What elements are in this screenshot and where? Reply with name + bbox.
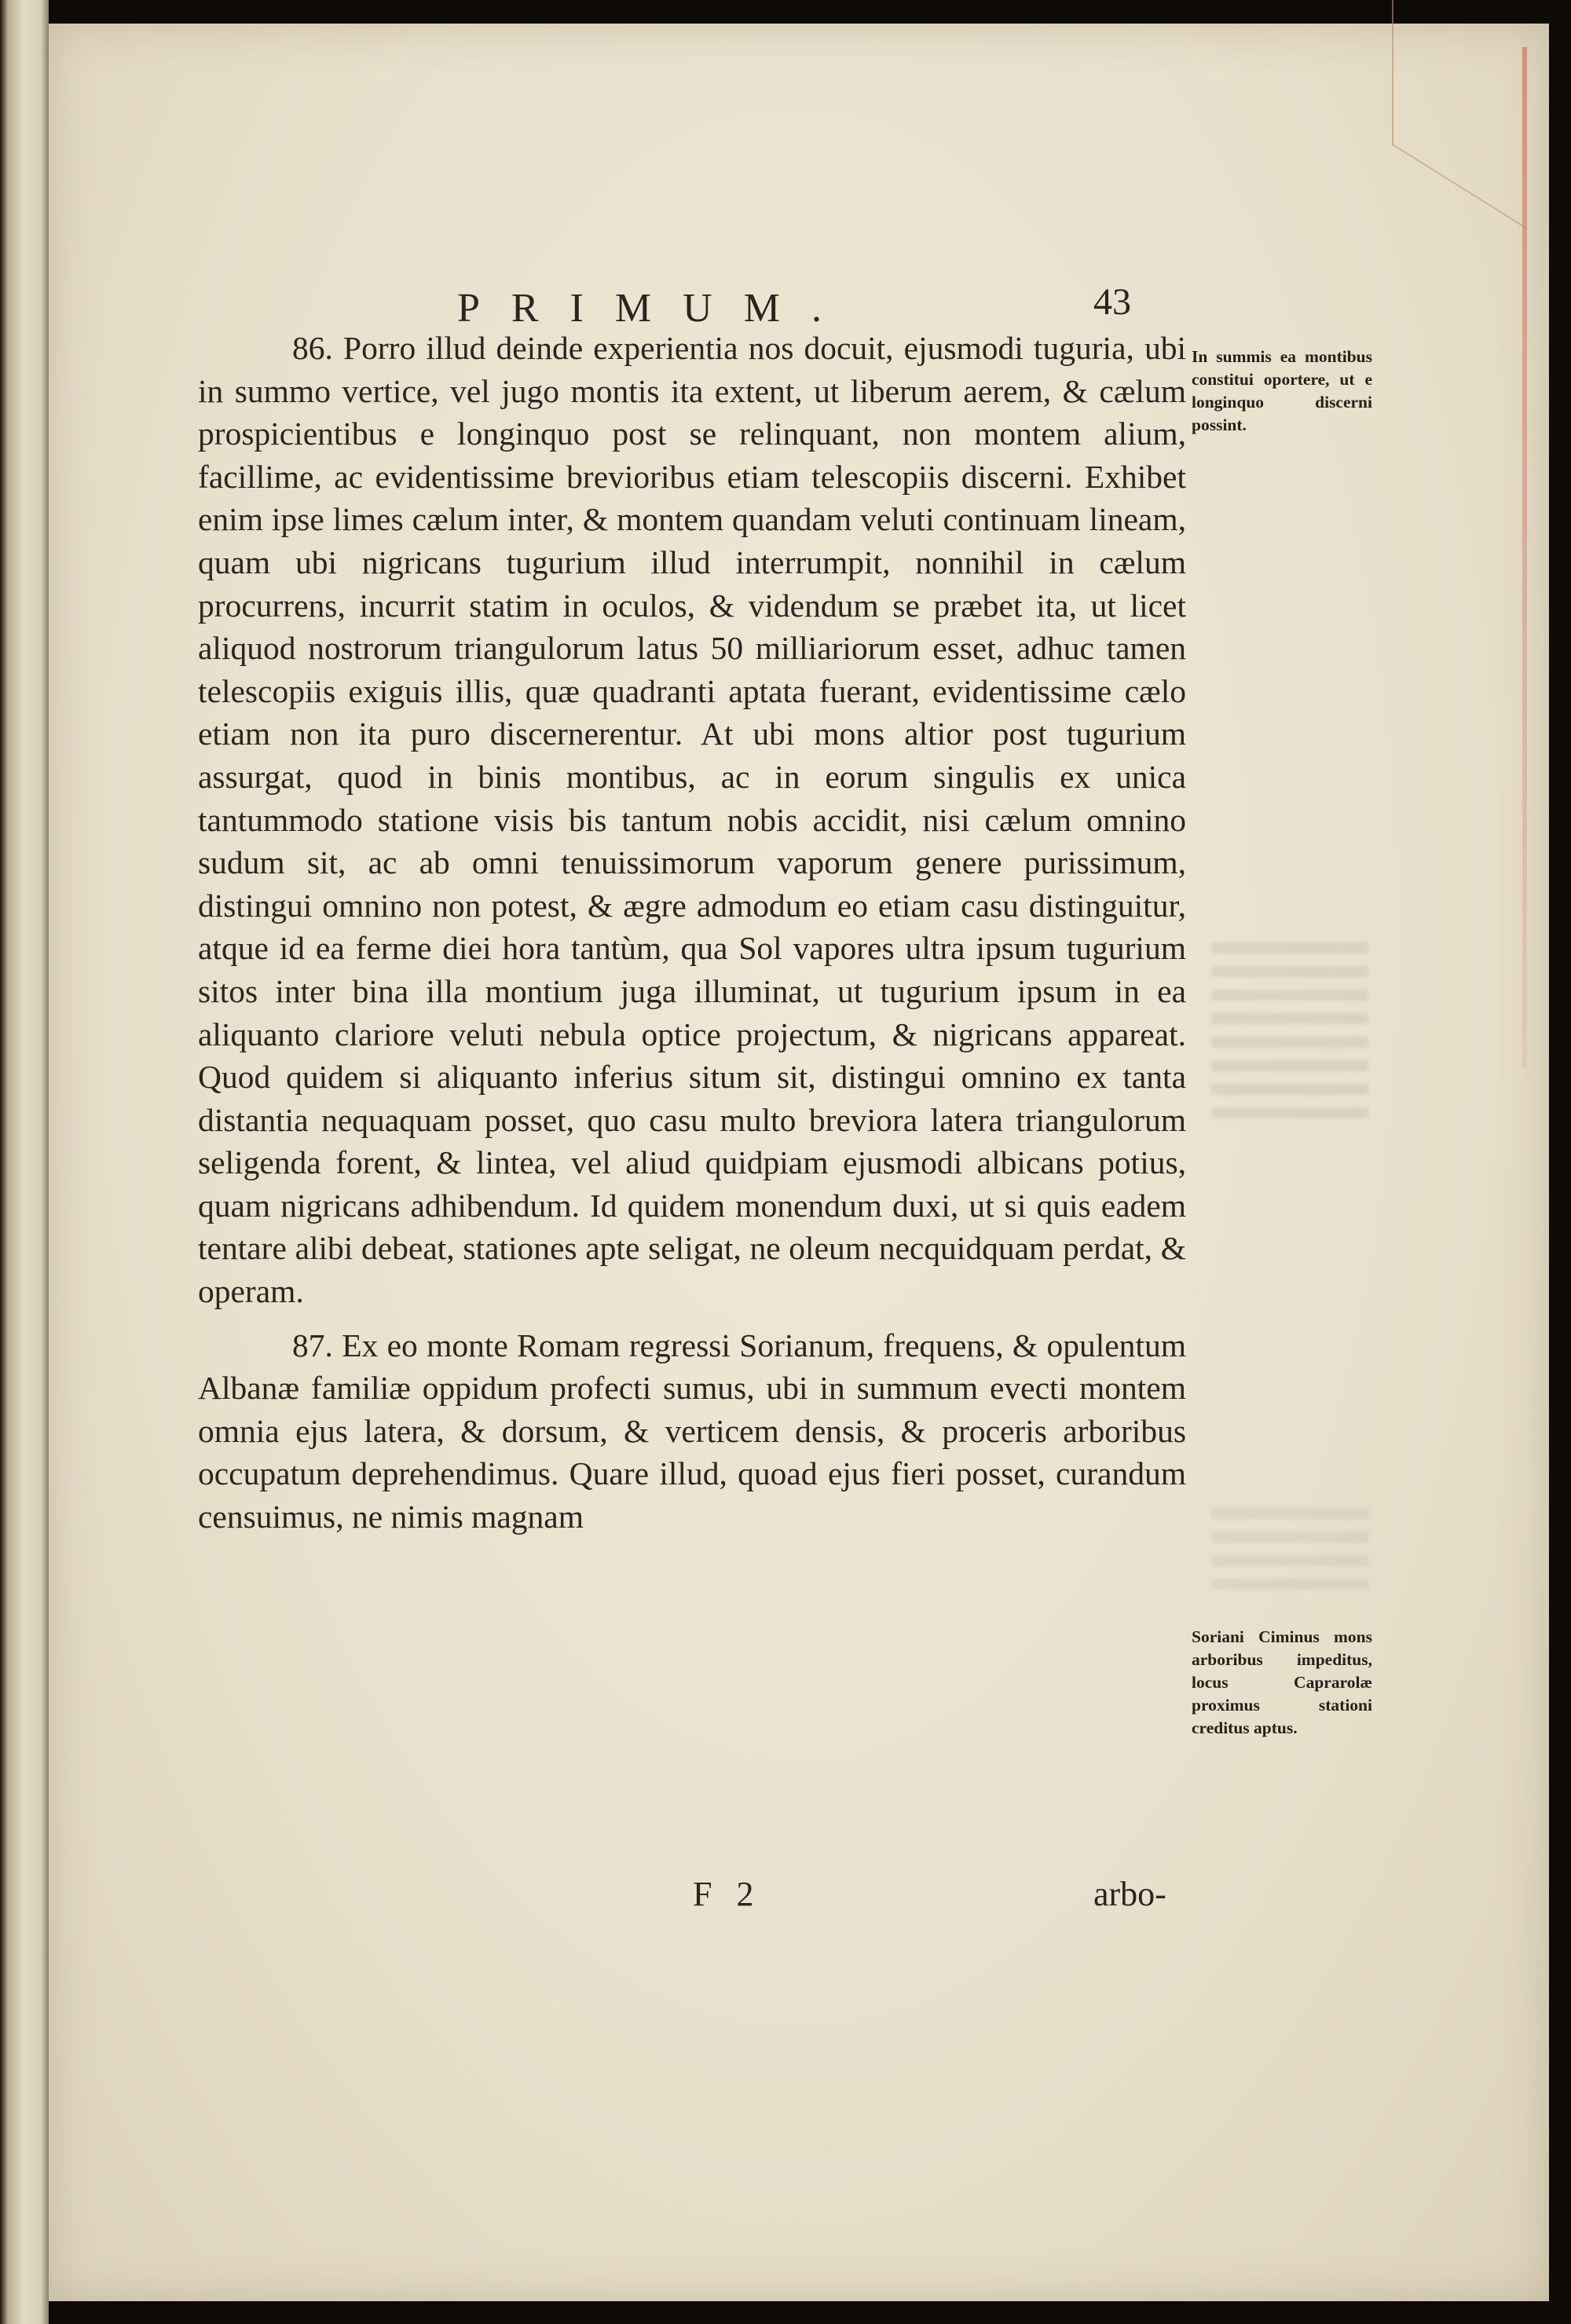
page-header — [49, 279, 1549, 331]
show-through-text — [1211, 1508, 1368, 1594]
signature-mark: F 2 — [693, 1875, 762, 1913]
corner-fold — [1392, 0, 1527, 229]
running-head: PRIMUM. — [457, 286, 853, 331]
margin-note: In summis ea montibus constitui oportere, ut e longinquo discerni possint. — [1192, 347, 1372, 434]
paragraph-86: 86. Porro illud deinde experientia nos docuit, ejusmodi tuguria, ubi in summo vertice, vel jugo montis ita extent, ut liberum aerem, & cælum prospicientibus e longinquo post se relinquant, non montem alium, facillime, ac evidentissime brevioribus etiam telescopiis discerni. Exhibet enim ipse limes cælum inter, & montem quandam veluti continuam lineam, quam ubi nigricans tugurium illud interrumpit, nonnihil in cælum procurrens, incurrit statim in oculos, & videndum se præbet ita, ut licet aliquod nostrorum triangulorum latus 50 milliariorum esset, adhuc tamen telescopiis exiguis illis, quæ quadranti aptata fuerant, evidentissime cælo etiam non ita puro discernerentur. At ubi mons altior post tugurium assurgat, quod in binis montibus, ac in eorum singulis ex unica tantummodo statione visis bis tantum nobis accidit, nisi cælum omnino sudum sit, ac ab omni tenuissimorum vaporum genere purissimum, distingui omnino non potest, & ægre admodum eo etiam casu distinguitur, atque id ea ferme diei hora tantùm, qua Sol vapores ultra ipsum tugurium sitos inter bina illa montium juga illuminat, ut tugurium ipsum in ea aliquanto clariore veluti nebula optice projectum, & nigricans appareat. Quod quidem si aliquanto inferius situm sit, distingui omnino ex tanta distantia nequaquam posset, quo casu multo breviora latera triangulorum seligenda forent, & lintea, vel aliud quidpiam ejusmodi albicans potius, quam nigricans adhibendum. Id quidem monendum duxi, ut si quis eadem tentare alibi debeat, stationes apte seligat, ne oleum necquidquam perdat, & operam. — [198, 330, 1186, 1310]
paragraph-87: 87. Ex eo monte Romam regressi Sorianum, frequens, & opulentum Albanæ familiæ oppidum profecti sumus, ubi in summum evecti montem omnia ejus latera, & dorsum, & verticem densis, & proceris arboribus occupatum deprehendimus. Quare illud, quoad ejus fieri posset, curandum censuimus, ne nimis magnam — [198, 1327, 1186, 1535]
book-page — [49, 24, 1549, 2301]
catchword: arbo- — [1093, 1875, 1166, 1913]
facing-page-edge — [0, 0, 49, 2324]
margin-notes — [1192, 346, 1372, 1737]
page-number: 43 — [1093, 281, 1131, 323]
page-footer — [49, 1874, 1549, 1921]
body-text — [198, 327, 1186, 1539]
margin-note: Soriani Ciminus mons arboribus impeditus, locus Caprarolæ proximus stationi creditus aptus. — [1192, 1627, 1372, 1737]
show-through-text — [1211, 942, 1368, 1131]
